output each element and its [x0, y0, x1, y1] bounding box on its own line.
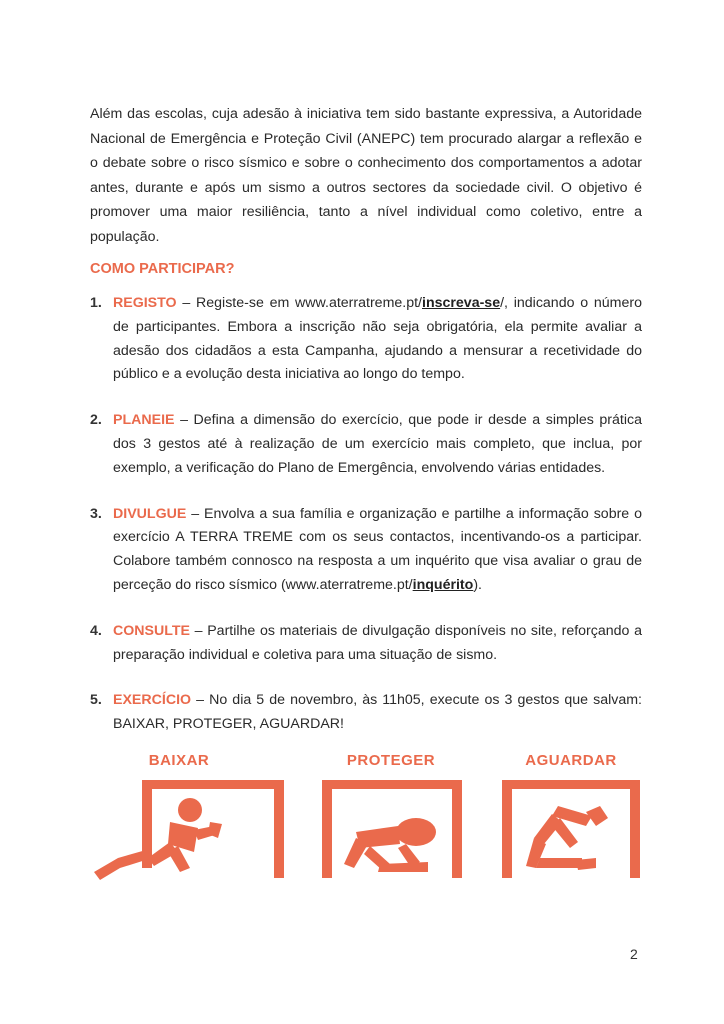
gesture-label: BAIXAR	[148, 752, 210, 769]
baixar-figure-icon	[90, 772, 290, 882]
step-text: – No dia 5 de novembro, às 11h05, execute os 3 gestos que salvam: BAIXAR, PROTEGER, AGUARDAR!	[113, 692, 642, 733]
step-text: – Partilhe os materiais de divulgação disponíveis no site, reforçando a preparação individual e coletiva para uma situação de sismo.	[113, 622, 642, 663]
step-text-before: – Envolva a sua família e organização e partilhe a informação sobre o exercício A TERRA TREME com os seus contactos, incentivando-os a participar. Colabore também connosco na resposta a um inquérito que visa avaliar o grau de perceção do risco sísmico (www.aterratreme.pt/	[113, 505, 642, 593]
proteger-figure-icon	[320, 772, 470, 882]
section-heading: COMO PARTICIPAR?	[90, 261, 235, 277]
step-keyword: DIVULGUE	[113, 505, 187, 522]
step-number: 4.	[90, 622, 102, 639]
step-body	[113, 503, 642, 598]
page-number: 2	[630, 946, 638, 962]
step-keyword: REGISTO	[113, 295, 177, 311]
step-number: 2.	[90, 412, 102, 429]
inscreva-se-link[interactable]: inscreva-se	[422, 295, 501, 311]
step-body	[113, 292, 642, 387]
step-number: 3.	[90, 505, 102, 522]
intro-paragraph: Além das escolas, cuja adesão à iniciativa tem sido bastante expressiva, a Autoridade Nacional de Emergência e Proteção Civil (ANEPC) tem procurado alargar a reflexão e o debate sobre o risco sísmico e sobre o conhecimento dos comportamentos a adotar antes, durante e após um sismo a outros sectores da sociedade civil. O objetivo é promover uma maior resiliência, tanto a nível individual como coletivo, entre a população.	[90, 106, 642, 245]
step-keyword: EXERCÍCIO	[113, 692, 192, 709]
step-number: 5.	[90, 692, 102, 709]
step-number: 1.	[90, 295, 102, 311]
step-body	[113, 689, 642, 737]
gesture-baixar	[90, 752, 260, 882]
step-planeie	[90, 409, 642, 480]
step-keyword: PLANEIE	[113, 412, 175, 429]
step-registo	[90, 292, 642, 387]
steps-list	[90, 292, 642, 737]
aguardar-figure-icon	[500, 772, 650, 882]
gesture-label: PROTEGER	[346, 752, 436, 769]
step-text-after: ).	[473, 576, 482, 593]
step-consulte	[90, 620, 642, 668]
step-text-after: /, indicando o número de participantes. Embora a inscrição não seja obrigatória, ela permite avaliar a adesão dos cidadãos a esta Campanha, ajudando a mensurar a recetividade do público e a evolução desta iniciativa ao longo do tempo.	[113, 295, 642, 383]
step-text-before: – Registe-se em www.aterratreme.pt/	[176, 295, 422, 311]
inquerito-link[interactable]: inquérito	[412, 576, 474, 593]
step-text: – Defina a dimensão do exercício, que pode ir desde a simples prática dos 3 gestos até à realização de um exercício mais completo, que inclua, por exemplo, a verificação do Plano de Emergência, envolvendo várias entidades.	[113, 412, 642, 476]
gesture-label: AGUARDAR	[525, 752, 617, 769]
gesture-proteger	[320, 752, 490, 882]
step-body	[113, 620, 642, 668]
step-divulgue	[90, 503, 642, 598]
step-body	[113, 409, 642, 480]
step-keyword: CONSULTE	[113, 622, 190, 639]
gesture-aguardar	[500, 752, 670, 882]
step-exercicio	[90, 689, 642, 737]
